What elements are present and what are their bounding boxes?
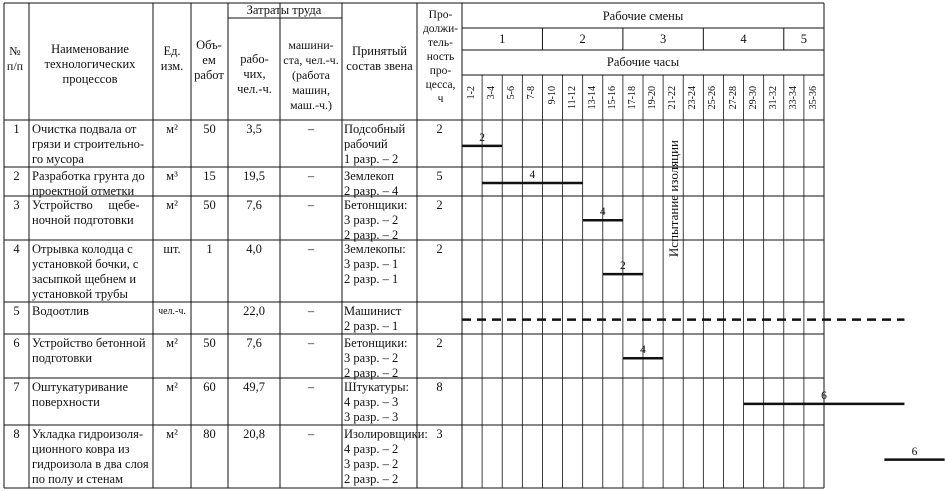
row-process-name: Устройство щебе- ночной подготовки	[32, 198, 140, 227]
hour-label: 19-20	[647, 86, 659, 110]
row-labor-machinist: –	[307, 242, 315, 256]
row-crew: Подсобный рабочий 1 разр. – 2	[344, 122, 406, 166]
vertical-note: Испытание изоляции	[666, 140, 681, 258]
header-name: Наименование технологических процессов	[44, 42, 136, 86]
row-unit: м²	[166, 122, 178, 136]
row-process-name: Отрывка колодца с установкой бочки, с засыпкой щебнем и установкой трубы	[32, 242, 139, 301]
row-unit: м²	[166, 380, 178, 394]
header-shifts-label: Рабочие смены	[602, 9, 684, 23]
row-unit: чел.-ч.	[158, 306, 186, 317]
row-unit: м³	[166, 169, 178, 183]
header-labor-machinists: машини- ста, чел.-ч. (работа машин, маш.-ч.)	[283, 38, 339, 112]
row-labor-machinist: –	[307, 427, 315, 441]
hour-label: 29-30	[747, 86, 759, 110]
row-num: 5	[13, 304, 20, 318]
row-labor-workers: 20,8	[243, 427, 265, 441]
shift-label: 4	[740, 32, 747, 46]
row-crew: Машинист 2 разр. – 1	[344, 304, 402, 333]
header-unit: Ед. изм.	[160, 44, 184, 73]
hour-label: 9-10	[546, 86, 558, 105]
row-labor-workers: 49,7	[243, 380, 265, 394]
row-num: 8	[13, 427, 20, 441]
row-process-name: Устройство бетонной подготовки	[32, 336, 146, 365]
row-labor-workers: 3,5	[246, 122, 262, 136]
row-labor-machinist: –	[307, 304, 315, 318]
header-labor-workers: рабо- чих, чел.-ч.	[237, 52, 272, 96]
gantt-bar-label: 6	[911, 445, 918, 458]
header-volume: Объ- ем работ	[194, 38, 224, 82]
header-duration: Про- должи- тель- ность про- цесса, ч	[422, 9, 459, 105]
header-hours-label: Рабочие часы	[606, 55, 680, 69]
hour-label: 15-16	[606, 86, 618, 110]
header-num: № п/п	[6, 44, 24, 73]
row-crew: Штукатуры: 4 разр. – 3 3 разр. – 3	[344, 380, 409, 424]
row-duration: 2	[436, 242, 443, 256]
hour-label: 17-18	[626, 86, 638, 110]
hour-label: 5-6	[506, 86, 518, 100]
row-crew: Изолировщики: 4 разр. – 2 3 разр. – 2 2 разр. – 2	[344, 427, 428, 486]
row-process-name: Очистка подвала от грязи и строительно- го мусора	[32, 122, 145, 166]
row-labor-workers: 4,0	[246, 242, 262, 256]
gantt-bar-label: 2	[620, 260, 626, 273]
row-duration: 3	[436, 427, 443, 441]
row-crew: Бетонщики: 3 разр. – 2 2 разр. – 2	[344, 198, 408, 242]
hour-label: 35-36	[807, 86, 819, 110]
hour-label: 21-22	[667, 86, 679, 110]
hour-label: 1-2	[466, 86, 478, 100]
row-crew: Землекопы: 3 разр. – 1 2 разр. – 1	[344, 242, 406, 286]
row-labor-machinist: –	[307, 198, 315, 212]
header-crew: Принятый состав звена	[346, 44, 413, 73]
row-volume: 50	[203, 336, 216, 350]
row-process-name: Оштукатуривание поверхности	[32, 380, 129, 409]
hour-label: 23-24	[687, 86, 699, 110]
hour-label: 7-8	[526, 86, 538, 100]
row-volume: 50	[203, 122, 216, 136]
gantt-bar-label: 6	[821, 389, 827, 402]
row-volume: 60	[203, 380, 216, 394]
row-unit: шт.	[163, 242, 181, 256]
row-num: 7	[13, 380, 20, 394]
row-num: 1	[13, 122, 20, 136]
row-unit: м²	[166, 198, 178, 212]
gantt-bar-label: 4	[640, 344, 646, 357]
row-duration: 5	[436, 169, 443, 183]
row-num: 6	[13, 336, 20, 350]
header-labor-group: Затраты труда	[246, 3, 322, 17]
hour-label: 31-32	[767, 86, 779, 110]
row-duration: 2	[436, 336, 443, 350]
gantt-bar-label: 2	[479, 131, 485, 144]
hour-label: 13-14	[586, 86, 598, 110]
row-unit: м²	[166, 427, 178, 441]
hour-label: 33-34	[787, 86, 799, 110]
shift-label: 3	[659, 32, 667, 46]
hour-label: 3-4	[486, 86, 498, 100]
row-labor-workers: 7,6	[246, 336, 262, 350]
hour-label: 25-26	[707, 86, 719, 110]
hour-label: 27-28	[727, 86, 739, 110]
row-num: 4	[13, 242, 20, 256]
row-labor-machinist: –	[307, 336, 315, 350]
shift-label: 1	[499, 32, 506, 46]
gantt-bar-label: 4	[599, 206, 606, 219]
row-duration: 2	[436, 122, 443, 136]
row-labor-workers: 7,6	[246, 198, 262, 212]
row-volume: 50	[203, 198, 216, 212]
row-duration: 8	[436, 380, 443, 394]
row-process-name: Разработка грунта до проектной отметки	[32, 169, 145, 198]
row-volume: 15	[203, 169, 216, 183]
row-crew: Землекоп 2 разр. – 4	[344, 169, 399, 198]
shift-label: 5	[800, 32, 807, 46]
row-labor-machinist: –	[307, 169, 315, 183]
row-volume: 1	[206, 242, 213, 256]
row-volume: 80	[203, 427, 216, 441]
row-process-name: Водоотлив	[32, 304, 89, 318]
hour-label: 11-12	[566, 86, 578, 109]
row-labor-workers: 22,0	[243, 304, 265, 318]
row-crew: Бетонщики: 3 разр. – 2 2 разр. – 2	[344, 336, 408, 380]
row-num: 3	[13, 198, 20, 212]
shift-label: 2	[579, 32, 586, 46]
row-labor-workers: 19,5	[243, 169, 265, 183]
row-unit: м²	[166, 336, 178, 350]
row-process-name: Укладка гидроизоля- ционного ковра из гидроизола в два слоя по полу и стенам	[32, 427, 149, 486]
row-labor-machinist: –	[307, 122, 315, 136]
row-labor-machinist: –	[307, 380, 315, 394]
gantt-bar-label: 4	[529, 168, 536, 181]
row-num: 2	[13, 169, 20, 183]
row-duration: 2	[436, 198, 443, 212]
